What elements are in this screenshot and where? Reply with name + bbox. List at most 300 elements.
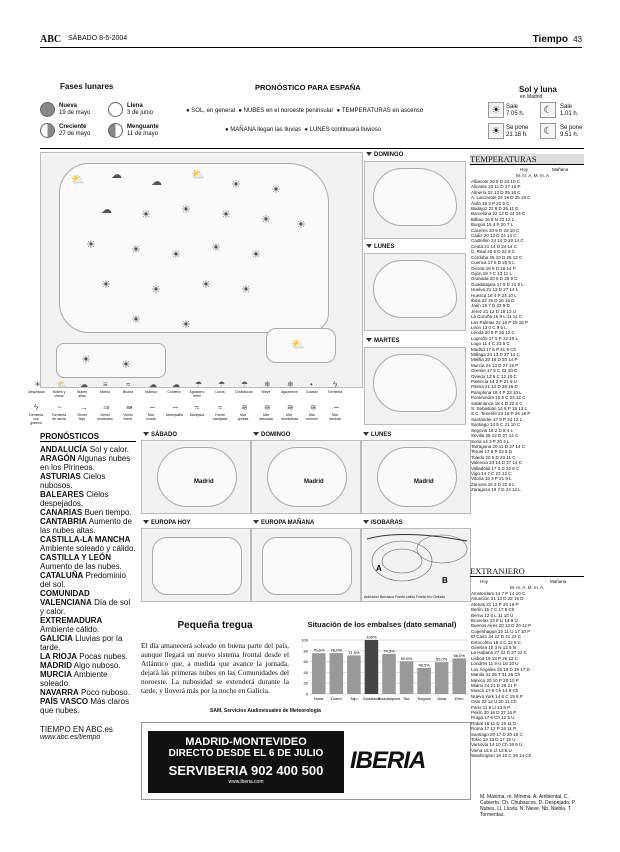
forecasts-column <box>40 432 136 741</box>
forecast-item <box>40 661 136 670</box>
table-cell: Palma 21 12 D 26 16 D <box>471 384 518 390</box>
weather-icon: ☀ <box>101 279 111 291</box>
table-cell: Cádiz 20 13 D 24 14 C <box>471 233 517 239</box>
forecast-text: Lluvias por la tarde. <box>40 634 123 652</box>
legend-icon: ☂ <box>218 380 226 389</box>
sun-moon-subtitle: en Madrid <box>520 94 543 100</box>
forecast-region: GALICIA <box>40 634 73 643</box>
table-cell: Toledo 20 6 D 23 11 C <box>471 454 516 460</box>
forecast-text: Cielos nubosos. <box>40 472 106 490</box>
category-label: Sur <box>403 696 410 701</box>
forecast-item <box>40 697 136 715</box>
forecast-region: CATALUÑA <box>40 571 84 580</box>
forecast-item <box>40 535 136 553</box>
canary-shape <box>56 343 166 378</box>
legend-label: Aguanieve <box>281 390 298 394</box>
legend-icon: ❄ <box>264 380 271 389</box>
prognosis-line-1: ● SOL, en general ● NUBES en el noroeste peninsular ● TEMPERATURAS en ascenso <box>186 108 424 114</box>
sun-moon-box <box>488 102 584 146</box>
divider <box>40 148 584 149</box>
europe-map-tomorrow <box>251 528 361 602</box>
reservoir-chart <box>294 620 470 710</box>
spain-main-map <box>40 152 363 388</box>
category-label: Segura <box>417 696 431 701</box>
forecast-text: Pocas nubes. <box>79 652 128 661</box>
table-cell: Bruselas 13 8 Ll 14 9 U <box>471 618 518 624</box>
y-tick-label: 40 <box>303 669 308 675</box>
table-cell: Manila 31 25 T 31 26 Ch <box>471 672 521 678</box>
forecast-text: Poco nuboso. <box>81 688 130 697</box>
map-title-sunday: DOMINGO <box>374 152 404 158</box>
table-cell: Alicante 23 11 D 27 15 P <box>471 184 521 190</box>
category-label: Júcar <box>436 696 447 701</box>
table-cell: Los Ángeles 28 16 D 28 17 D <box>471 666 530 672</box>
weather-icon: ☀ <box>141 209 151 221</box>
prognosis-item: LUNES continuará lluvioso <box>309 127 381 133</box>
ad-line-2: DIRECTO DESDE EL 6 DE JULIO <box>168 748 324 759</box>
forecast-region: COMUNIDAD VALENCIANA <box>40 589 92 607</box>
forecast-region: MADRID <box>40 661 72 670</box>
legend-icon: ∽ <box>333 403 340 412</box>
legend-label: Granizo <box>305 390 319 394</box>
table-cell: Guadalajara 17 8 D 21 9 L <box>471 281 524 287</box>
sunrise-icon: ☀ <box>488 102 504 118</box>
table-cell: Valencia 23 14 D 27 14 C <box>471 460 522 466</box>
table-cell: Atenas 21 12 P 20 16 P <box>471 601 519 607</box>
forecast-item <box>40 553 136 571</box>
weather-legend <box>28 380 368 426</box>
table-cell: Cáceres 20 9 D 23 10 C <box>471 227 520 233</box>
category-label: Norte <box>313 696 324 701</box>
weather-icon: ☁ <box>111 169 122 181</box>
weather-icon: ☁ <box>101 204 112 216</box>
table-cell: Tokio 19 13 D 17 15 U <box>471 736 516 742</box>
moon-value: 1.01 h. <box>560 111 579 117</box>
ad-dark-panel <box>148 731 344 793</box>
table-cell: Barcelona 22 12 D 24 14 C <box>471 211 526 217</box>
table-cell: Moscú 17 6 Ch 14 9 Ch <box>471 688 519 694</box>
chart-bar <box>452 658 466 694</box>
legend-icon: ∼ <box>172 403 179 412</box>
map-tuesday <box>364 347 466 425</box>
table-cell: Estocolmo 18 3 C 12 8 C <box>471 639 522 645</box>
forecast-text: Más claros que nubes. <box>40 697 130 715</box>
table-cell: León 13 0 C 9 5 L <box>471 324 507 330</box>
table-cell: Berna 12 6 L 11 10 U <box>471 612 514 618</box>
forecast-text: Sol y calor. <box>89 445 129 454</box>
table-cell: Granada 20 8 D 25 9 C <box>471 276 518 282</box>
table-cell: Lugo 11 4 C 21 5 C <box>471 341 510 347</box>
moon-phase-name: Nueva <box>59 103 78 109</box>
table-cell: Santiago 20 17 D 20 16 C <box>471 731 523 737</box>
table-cell: Madrid 17 6 P 21 9 Ch <box>471 346 516 352</box>
legend-label: Mar montañosa <box>281 413 299 421</box>
table-row <box>470 487 532 492</box>
map-title-sunday: DOMINGO <box>261 432 291 438</box>
category-label: Guadalquivir <box>377 696 401 701</box>
temperatures-table <box>470 179 532 493</box>
map-title-europe-today: EUROPA HOY <box>151 520 191 526</box>
map-title-europe-tomorrow: EUROPA MAÑANA <box>261 520 315 526</box>
legend-label: Mar arbolada <box>259 413 273 421</box>
category-label: Duero <box>330 696 342 701</box>
forecast-item <box>40 616 136 634</box>
legend-icon: ϟ <box>333 380 338 389</box>
legend-label: Bruma <box>122 390 134 394</box>
weather-icon: ☀ <box>241 284 251 296</box>
weather-icon: ⛅ <box>71 174 85 186</box>
table-cell: Ávila 18 3 P 22 5 C <box>471 200 510 206</box>
table-cell: Pamplona 18 4 P 23 10 L <box>471 389 522 395</box>
forecast-item <box>40 634 136 652</box>
map-title-monday: LUNES <box>371 432 392 438</box>
weather-icon: ☀ <box>121 359 131 371</box>
page-number: 43 <box>573 35 582 44</box>
article <box>141 620 289 695</box>
sun-label: Sale <box>506 104 519 110</box>
moon-phase-name: Llena <box>127 103 143 109</box>
weather-icon: ☀ <box>181 204 191 216</box>
forecast-item <box>40 445 136 454</box>
data-label: 71,5% <box>348 649 360 655</box>
moon-label: Se pone <box>560 125 583 131</box>
forecast-item <box>40 517 136 535</box>
sunset-icon: ☀ <box>488 123 504 139</box>
table-cell: Copenhague 15 11 U 17 10 P <box>471 628 531 634</box>
table-cell: Zaragoza 19 7 D 24 12 L <box>471 487 521 493</box>
legend-icon: → <box>80 403 88 412</box>
col-today: Hoy <box>520 167 529 172</box>
sun-value: 7.05 h. <box>506 111 525 117</box>
table-cell: Ibiza 22 15 D 26 16 D <box>471 297 515 303</box>
prognosis-title: PRONÓSTICO PARA ESPAÑA <box>255 83 361 92</box>
data-label: 48,5% <box>418 662 430 668</box>
table-cell: Lisboa 19 13 P 26 12 C <box>471 655 518 661</box>
legend-label: Despejado <box>28 390 45 394</box>
table-cell: Viena 15 6 Ll 13 6 U <box>471 747 512 753</box>
table-cell: Zamora 16 3 D 22 6 L <box>471 481 515 487</box>
forecast-text: Ambiente soleado y cálido. <box>40 544 136 553</box>
legend-icon: ≈ <box>195 403 200 412</box>
forecast-region: CASTILLA Y LEÓN <box>40 553 111 562</box>
weather-icon: ☁ <box>151 176 162 188</box>
isobar-map <box>361 528 471 602</box>
forecast-item <box>40 508 136 517</box>
forecast-text: Aumento de las nubes altas. <box>40 517 132 535</box>
table-cell: Burgos 15 4 P 20 7 L <box>471 222 514 228</box>
madrid-map-monday <box>361 440 471 514</box>
map-sunday <box>364 161 466 239</box>
forecasts-title: PRONÓSTICOS <box>40 432 136 442</box>
forecast-region: EXTREMADURA <box>40 616 103 625</box>
forecast-item <box>40 688 136 697</box>
weather-icon: ☀ <box>181 319 191 331</box>
forecast-text: Ambiente cálido. <box>40 625 100 634</box>
legend-label: Lluvia <box>215 390 225 394</box>
moon-title: Fases lunares <box>60 82 114 91</box>
category-label: Ebro <box>454 696 464 701</box>
section-name: Tiempo <box>532 34 568 45</box>
weather-icon: ☀ <box>131 314 141 326</box>
legend-label: Fuerte marejada <box>212 413 228 421</box>
table-cell: Tarragona 20 11 D 27 14 C <box>471 443 525 449</box>
prognosis-item: NUBES en el noroeste peninsular <box>243 108 334 114</box>
table-cell: Ginebra 10 3 N 12 5 N <box>471 645 517 651</box>
chart-bar <box>435 662 449 694</box>
table-row <box>470 195 532 200</box>
legend-label: Mar gruesa <box>237 413 249 421</box>
table-cell: Varsovia 14 10 Ch 16 9 U <box>471 742 523 748</box>
prognosis-item: TEMPERATURAS en ascenso <box>341 108 424 114</box>
moon-phase-name: Creciente <box>59 124 87 130</box>
table-cell: Roma 17 12 P 16 11 P <box>471 726 517 732</box>
map-title-monday: LUNES <box>374 244 395 250</box>
table-cell: Pekín 30 16 D 27 16 P <box>471 709 517 715</box>
abroad-panel <box>470 566 584 759</box>
table-cell: Vigo 14 7 C 23 12 C <box>471 470 512 476</box>
table-cell: Las Palmas 22 16 P 19 16 P <box>471 319 528 325</box>
forecast-item <box>40 454 136 472</box>
city-label: Madrid <box>304 479 324 485</box>
legend-label: Viento fuerte <box>123 413 133 421</box>
chart-bar <box>365 640 379 694</box>
col-today: Hoy <box>480 579 489 584</box>
forecast-region: ARAGÓN <box>40 454 76 463</box>
table-cell: Valladolid 17 3 D 22 6 C <box>471 465 520 471</box>
moon-phase-date: 3 de junio <box>127 110 154 116</box>
table-cell: Vitoria 15 3 P 21 9 L <box>471 476 512 482</box>
forecast-region: ANDALUCÍA <box>40 445 88 454</box>
web-url[interactable]: www.abc.es/tiempo <box>40 734 101 741</box>
legend-label: Nubes y claros <box>52 390 66 398</box>
category-label: Guadiana <box>362 696 381 701</box>
regional-maps <box>141 432 471 602</box>
table-cell: Orense 17 5 C 22 10 C <box>471 368 518 374</box>
city-label: Madrid <box>194 479 214 485</box>
table-cell: Bilbao 16 8 N 22 12 L <box>471 216 515 222</box>
table-cell: Oslo 22 12 U 20 11 Ch <box>471 699 517 705</box>
table-cell: Huelva 21 13 D 27 14 L <box>471 287 519 293</box>
legend-label: Niebla <box>100 390 110 394</box>
forecast-text: Cielos despejados. <box>40 490 109 508</box>
legend-label: Nuboso <box>144 390 158 394</box>
data-label: 75,6% <box>313 647 325 653</box>
abbreviations: M. Máxima. m. Mínima. A. Ambiental. C. Cubierto. Ch. Chubascos. D. Despejado. P. Nubes. Ll. Lluvia. N. Nieve. Nb. Niebla. T. Tormentas. <box>480 794 576 818</box>
col-tomorrow: Mañana <box>550 579 567 584</box>
weather-icon: ☀ <box>171 249 181 261</box>
sun-moon-title: Sol y luna <box>519 85 557 94</box>
legend-label: Viento moderado <box>97 413 113 421</box>
forecast-text: Buen tiempo. <box>84 508 132 517</box>
weather-icon: ☀ <box>251 249 261 261</box>
moon-phases <box>40 98 180 142</box>
table-cell: México 20 10 P 20 10 P <box>471 677 519 683</box>
y-tick-label: 0 <box>305 691 308 697</box>
weather-icon: ☀ <box>261 214 271 226</box>
web-title: TIEMPO EN ABC.es <box>40 725 113 734</box>
weather-icon: ☀ <box>81 354 91 366</box>
table-cell: A. Lanzarote 24 18 D 25 18 C <box>471 195 531 201</box>
col-tomorrow: Mañana <box>552 167 569 172</box>
table-cell: Huesca 18 4 P 24 10 L <box>471 292 517 298</box>
table-cell: Nueva York 14 6 C 19 8 P <box>471 693 523 699</box>
isobar-legend: Anticiclón Borrasca Frente cálido Frente frío Ocluido <box>364 595 446 599</box>
sun-value: 21.18 h. <box>506 132 528 138</box>
forecast-region: CANARIAS <box>40 508 83 517</box>
weather-icon: ☀ <box>201 279 211 291</box>
weather-icon: ☀ <box>131 244 141 256</box>
forecast-region: NAVARRA <box>40 688 79 697</box>
legend-icon: ≈ <box>218 403 223 412</box>
moonrise-icon: ☾ <box>540 102 556 118</box>
table-cell: Rabat 16 11 D 19 11 D <box>471 720 517 726</box>
legend-icon: ☁ <box>172 380 180 389</box>
table-cell: Gijón 18 7 C 13 11 L <box>471 270 512 276</box>
forecast-item <box>40 670 136 688</box>
forecast-text: Algo nuboso. <box>73 661 121 670</box>
forecast-item <box>40 589 136 616</box>
ad-url: www.iberia.com <box>228 779 264 785</box>
moon-phase-name: Menguante <box>127 124 159 130</box>
weather-icon: ☀ <box>151 284 161 296</box>
moonset-icon: ☾ <box>540 123 556 139</box>
table-cell: Sevilla 25 12 D 27 14 C <box>471 433 519 439</box>
forecast-region: CASTILLA-LA MANCHA <box>40 535 131 544</box>
article-body: El día amanecerá soleado en buena parte del país, aunque llegará un nuevo sistema frontal desde el Atlántico que, a medida que avance la jornada, dejará las primeras nubes en las Comunidades del noroeste. La nubosidad se extenderá durante la tarde, y lloverá más por la noche en Galicia. <box>141 641 289 695</box>
forecast-text: Día de sol y calor. <box>40 598 131 616</box>
madrid-map-saturday <box>141 440 251 514</box>
chart-svg <box>294 632 470 710</box>
legend-label: Aguacero débil <box>189 390 205 398</box>
iberia-ad[interactable] <box>141 722 471 800</box>
table-cell: S.C. Tenerife 23 18 P 26 16 P <box>471 411 531 417</box>
weather-icon: ⛅ <box>191 169 205 181</box>
prognosis-item: MAÑANA llegan las lluvias <box>230 127 301 133</box>
map-title-tuesday: MARTES <box>374 338 400 344</box>
abroad-table <box>470 591 532 759</box>
full-moon-icon <box>108 102 123 117</box>
legend-label: Chubascos <box>235 390 253 394</box>
legend-icon: ≈ <box>126 380 131 389</box>
chart-title: Situación de los embalses (dato semanal) <box>307 620 457 629</box>
legend-label: Mar enorme <box>306 413 318 421</box>
ad-line-3: SERVIBERIA 902 400 500 <box>168 763 324 778</box>
legend-label: Tormenta <box>327 390 343 394</box>
category-label: Tajo <box>350 696 358 701</box>
weather-icon: ☀ <box>296 219 306 231</box>
legend-icon: • <box>310 380 313 389</box>
table-cell: Palencia 14 2 P 21 6 U <box>471 379 517 385</box>
chart-bar <box>417 668 431 694</box>
table-cell: Segovia 15 2 D 8 4 L <box>471 427 514 433</box>
forecast-text: Algunas nubes en los Pirineos. <box>40 454 131 472</box>
ad-line-1: MADRID-MONTEVIDEO <box>185 736 307 748</box>
forecast-region: PAÍS VASCO <box>40 697 89 706</box>
legend-label: Viento flojo <box>77 413 87 421</box>
chart-bar <box>400 661 414 694</box>
legend-label: Tormenta de arena <box>51 413 67 421</box>
table-cell: Oviedo 13 6 C 12 10 C <box>471 373 517 379</box>
forecast-text: Predominio del sol. <box>40 571 126 589</box>
weather-icon: ☀ <box>86 239 96 251</box>
table-cell: Málaga 24 13 D 27 14 C <box>471 352 520 357</box>
table-cell: Pontevedra 15 6 C 24 12 C <box>471 395 526 401</box>
data-label: 60,6% <box>400 655 413 661</box>
moon-phase-date: 27 de mayo <box>59 131 91 137</box>
temperatures-panel <box>470 154 584 493</box>
sun-label: Se pone <box>506 125 529 131</box>
spain-peninsula-shape <box>59 163 329 333</box>
data-label: 66,0% <box>453 652 465 658</box>
isobar-lines <box>362 529 472 593</box>
y-tick-label: 20 <box>303 680 308 686</box>
table-cell: La Habana 27 22 D 27 22 C <box>471 650 528 656</box>
city-label: Madrid <box>414 479 434 485</box>
y-tick-label: 60 <box>303 659 308 665</box>
table-cell: Cuenca 17 5 D 20 5 L <box>471 260 515 266</box>
table-cell: Melilla 20 15 D 20 14 P <box>471 357 518 363</box>
chart-bar <box>312 653 326 694</box>
new-moon-icon <box>40 102 55 117</box>
legend-label: Nubes altas <box>76 390 88 398</box>
table-cell: Soria 14 3 P 20 4 L <box>471 438 510 444</box>
forecast-region: MURCIA <box>40 670 72 679</box>
table-row <box>470 753 532 758</box>
table-cell: Albacete 20 8 D 24 10 C <box>471 179 521 184</box>
table-cell: Logroño 17 5 P 22 10 L <box>471 335 518 341</box>
forecast-item <box>40 472 136 490</box>
legend-icon: ☂ <box>241 380 249 389</box>
forecast-item <box>40 652 136 661</box>
table-cell: Salamanca 18 4 D 22 6 C <box>471 400 523 406</box>
forecast-item <box>40 571 136 589</box>
header-date: SÁBADO 8-5-2004 <box>68 35 128 42</box>
legend-icon: ☁ <box>80 380 88 389</box>
moon-phase-date: 11 de mayo <box>127 131 158 137</box>
y-tick-label: 100 <box>301 637 308 643</box>
legend-icon: ϟ <box>34 403 39 412</box>
legend-icon: ≋ <box>310 403 317 412</box>
legend-icon: ☂ <box>195 380 203 389</box>
table-cell: Praga 17 6 Ch 12 5 U <box>471 715 515 721</box>
legend-icon: ☁ <box>149 380 157 389</box>
weather-icon: ☀ <box>231 179 241 191</box>
weather-icon: ☀ <box>271 184 281 196</box>
legend-icon: ∼ <box>149 403 156 412</box>
table-cell: Murcia 24 13 D 27 15 P <box>471 362 519 368</box>
table-cell: Girona 18 6 D 18 14 P <box>471 265 516 271</box>
forecast-region: LA RIOJA <box>40 652 78 661</box>
legend-icon: ≋ <box>241 403 248 412</box>
article-title: Pequeña tregua <box>177 620 253 631</box>
brand-logo: ABC <box>40 34 62 45</box>
forecast-text: Ambiente soleado. <box>40 670 108 688</box>
chart-bar <box>347 655 361 694</box>
data-label: 74,3% <box>383 648 395 654</box>
table-cell: Jaén 18 7 D 22 9 D <box>471 303 510 309</box>
europe-map-today <box>141 528 251 602</box>
table-cell: Buenos Aires 20 13 D 20 12 P <box>471 623 532 629</box>
table-cell: C. Real 20 6 D 22 9 C <box>471 249 516 255</box>
legend-label: Mar tendida <box>329 413 341 421</box>
legend-label: Nieve <box>261 390 271 394</box>
table-cell: Washington 19 10 C 29 14 Ch <box>471 753 532 759</box>
high-pressure-letter: A <box>376 564 382 573</box>
table-cell: Teruel 17 6 P 23 6 D <box>471 449 512 455</box>
map-title-isobars: ISOBARAS <box>371 520 403 526</box>
col-headers: M. m. A. M. m. A. <box>516 173 551 178</box>
legend-icon: ≋ <box>287 403 294 412</box>
